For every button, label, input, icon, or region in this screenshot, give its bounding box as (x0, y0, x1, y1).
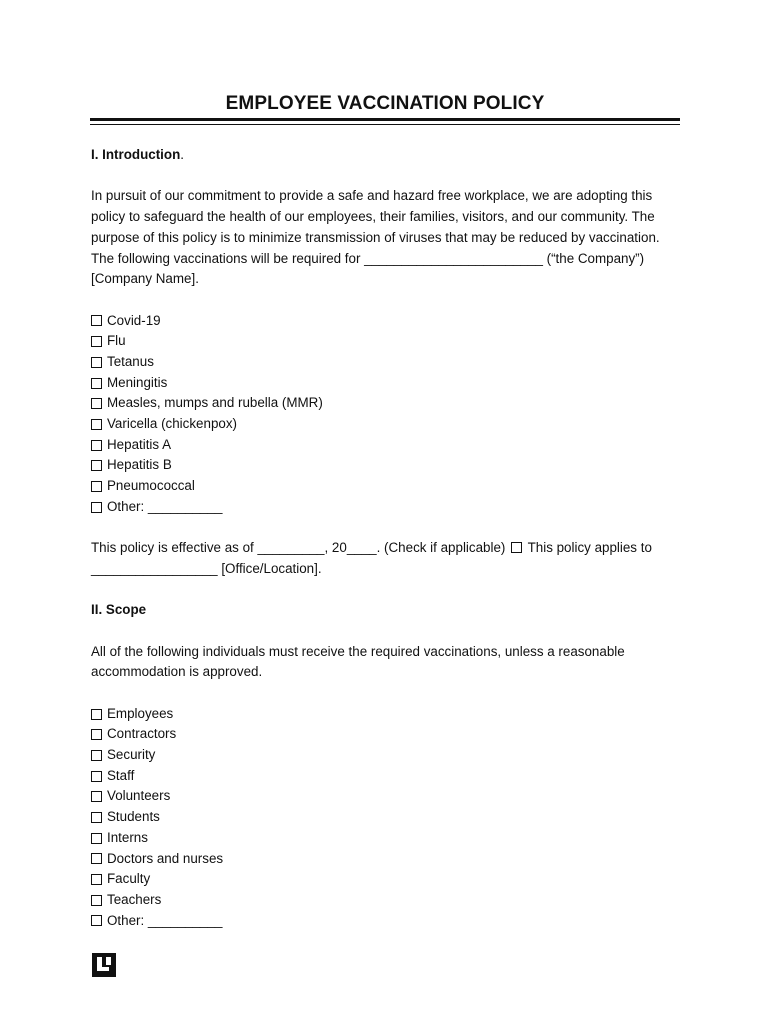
intro-paragraph (91, 186, 686, 290)
intro-line: policy to safeguard the health of our employees, their families, visitors, and our community. The (91, 209, 655, 225)
title-rule-thick (90, 118, 680, 121)
checkbox[interactable] (91, 336, 102, 347)
checkbox[interactable] (91, 502, 102, 513)
checkbox[interactable] (91, 853, 102, 864)
vaccine-checklist-item[interactable]: Hepatitis A (91, 435, 686, 456)
checkbox[interactable] (91, 833, 102, 844)
effective-date-paragraph (91, 538, 686, 579)
scope-line: All of the following individuals must receive the required vaccinations, unless a reasonable (91, 643, 625, 659)
individual-checklist-item[interactable]: Security (91, 745, 686, 766)
vaccine-checklist-item[interactable]: Varicella (chickenpox) (91, 414, 686, 435)
intro-line: The following vaccinations will be required for ________________________ (“the Company”) (91, 250, 645, 266)
vaccine-checklist-item[interactable]: Hepatitis B (91, 455, 686, 476)
checkbox[interactable] (91, 315, 102, 326)
checkbox[interactable] (91, 419, 102, 430)
vaccine-checklist-item[interactable]: Meningitis (91, 373, 686, 394)
individual-checklist-item[interactable]: Staff (91, 766, 686, 787)
vaccine-checklist-item[interactable]: Measles, mumps and rubella (MMR) (91, 393, 686, 414)
checkbox[interactable] (91, 440, 102, 451)
vaccine-checklist (91, 311, 686, 518)
checkbox[interactable] (91, 378, 102, 389)
individuals-checklist (91, 704, 686, 932)
effective-line: _________________ [Office/Location]. (91, 560, 322, 576)
title-rule-thin (90, 124, 680, 125)
individual-checklist-item[interactable]: Other: __________ (91, 911, 686, 932)
vaccine-checklist-item[interactable]: Tetanus (91, 352, 686, 373)
intro-line: [Company Name]. (91, 271, 199, 287)
applies-to-checkbox[interactable] (511, 542, 522, 553)
checkbox[interactable] (91, 709, 102, 720)
individual-checklist-item[interactable]: Teachers (91, 890, 686, 911)
individual-checklist-item[interactable]: Interns (91, 828, 686, 849)
individual-checklist-item[interactable]: Students (91, 807, 686, 828)
checkbox[interactable] (91, 812, 102, 823)
document-body (91, 145, 686, 931)
checkbox[interactable] (91, 874, 102, 885)
effective-line: This policy is effective as of _________, 20____. (Check if applicable) This policy applies to (91, 540, 652, 556)
checkbox[interactable] (91, 750, 102, 761)
checkbox[interactable] (91, 481, 102, 492)
checkbox[interactable] (91, 915, 102, 926)
section-heading-scope: II. Scope (91, 602, 147, 618)
scope-line: accommodation is approved. (91, 664, 263, 680)
checkbox[interactable] (91, 771, 102, 782)
individual-checklist-item[interactable]: Contractors (91, 724, 686, 745)
intro-line: purpose of this policy is to minimize transmission of viruses that may be reduced by vaccination. (91, 229, 660, 245)
individual-checklist-item[interactable]: Doctors and nurses (91, 849, 686, 870)
checkbox[interactable] (91, 729, 102, 740)
document-title: EMPLOYEE VACCINATION POLICY (225, 93, 545, 114)
scope-paragraph (91, 642, 686, 683)
vaccine-checklist-item[interactable]: Flu (91, 331, 686, 352)
checkbox[interactable] (91, 398, 102, 409)
checkbox[interactable] (91, 460, 102, 471)
checkbox[interactable] (91, 791, 102, 802)
vaccine-checklist-item[interactable]: Other: __________ (91, 497, 686, 518)
vaccine-checklist-item[interactable]: Pneumococcal (91, 476, 686, 497)
checkbox[interactable] (91, 895, 102, 906)
vaccine-checklist-item[interactable]: Covid-19 (91, 311, 686, 332)
individual-checklist-item[interactable]: Volunteers (91, 786, 686, 807)
individual-checklist-item[interactable]: Employees (91, 704, 686, 725)
individual-checklist-item[interactable]: Faculty (91, 869, 686, 890)
intro-line: In pursuit of our commitment to provide a safe and hazard free workplace, we are adopting this (91, 188, 653, 204)
legal-templates-logo-icon (92, 953, 116, 977)
checkbox[interactable] (91, 357, 102, 368)
section-heading-introduction: I. Introduction. (91, 147, 184, 162)
